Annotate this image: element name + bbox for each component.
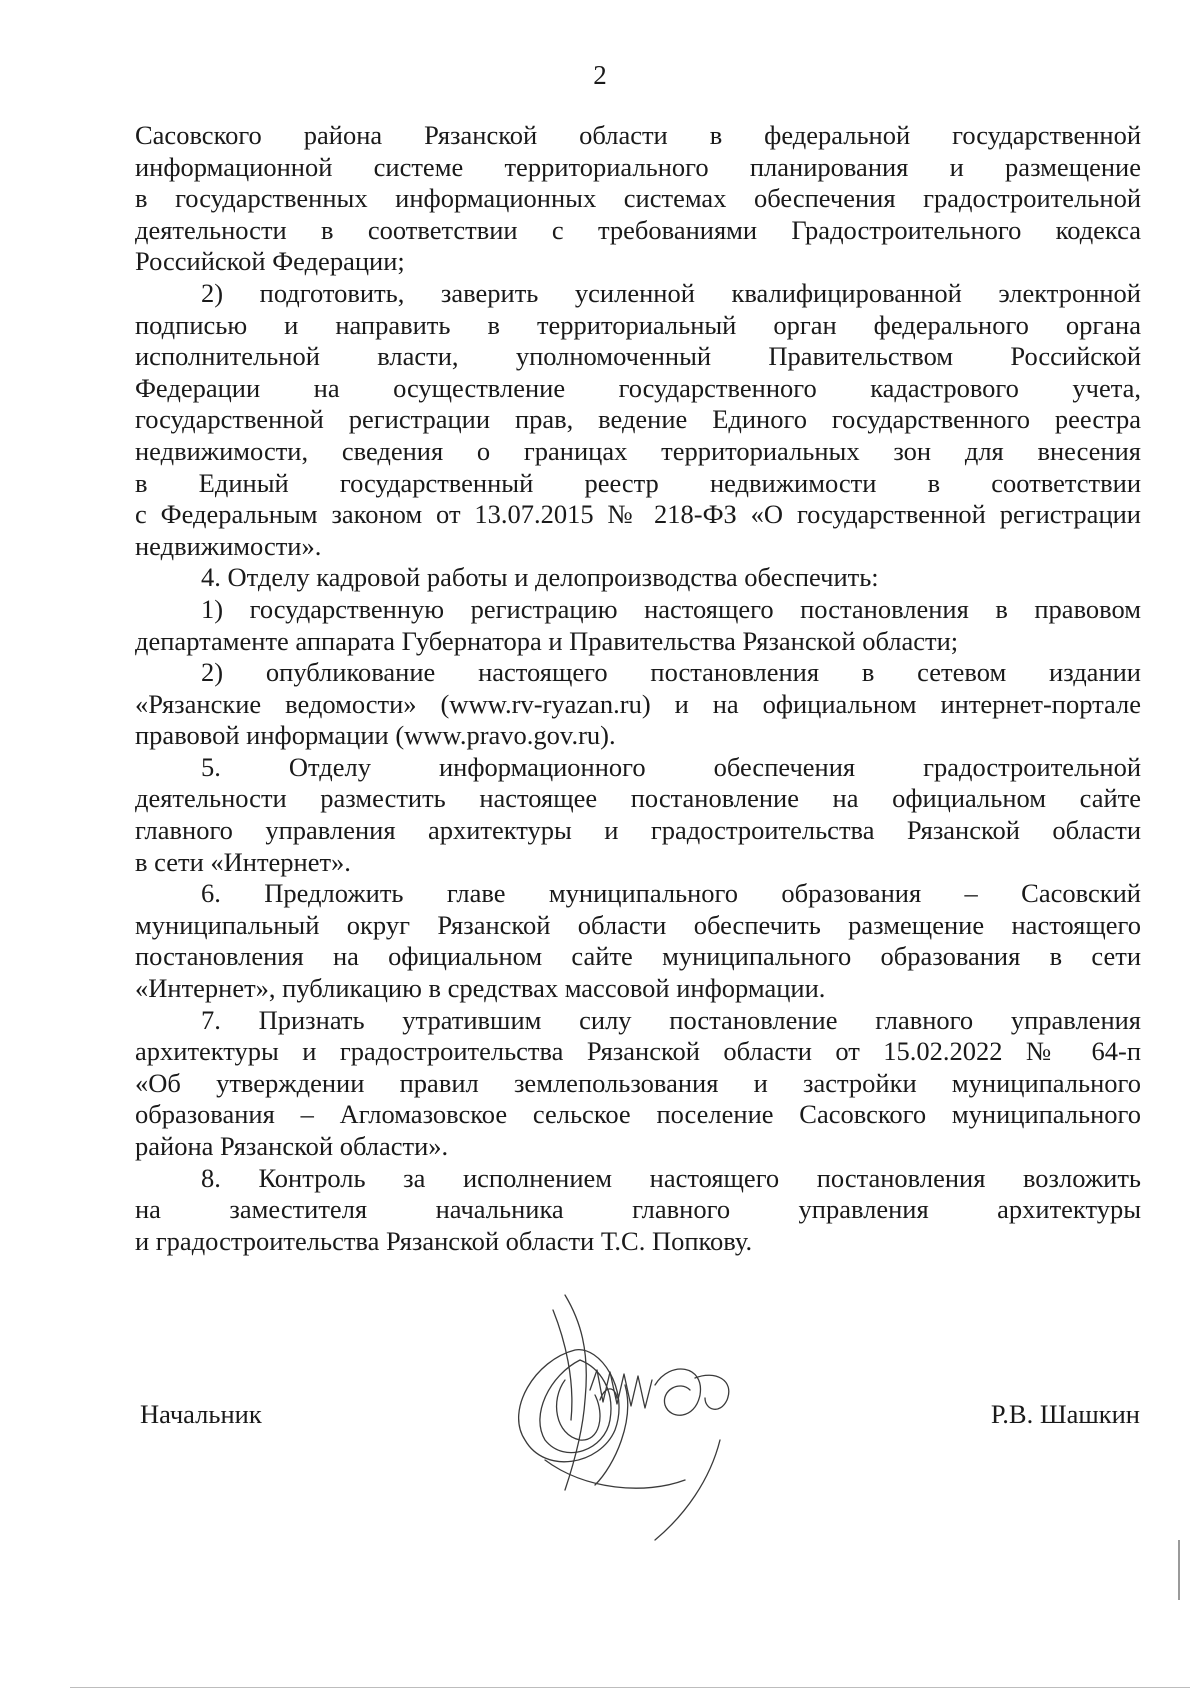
text-line: с Федеральным законом от 13.07.2015 № 218-ФЗ «О государственной регистрации (135, 499, 1141, 530)
paragraph-item-8 (135, 1163, 1141, 1258)
signatory-name: Р.В. Шашкин (990, 1399, 1140, 1429)
text-line: на заместителя начальника главного управления архитектуры (135, 1194, 1141, 1225)
paragraph-item-4-2 (135, 657, 1141, 752)
text-line: 7. Признать утратившим силу постановление главного управления (201, 1004, 1141, 1035)
text-line: недвижимости, сведения о границах территориальных зон для внесения (135, 435, 1141, 466)
text-line: исполнительной власти, уполномоченный Правительством Российской (135, 341, 1141, 372)
text-line: недвижимости». (135, 530, 322, 561)
text-line: 6. Предложить главе муниципального образования – Сасовский (201, 878, 1141, 909)
text-line: архитектуры и градостроительства Рязанской области от 15.02.2022 № 64-п (135, 1036, 1141, 1067)
text-line: и градостроительства Рязанской области Т.С. Попкову. (135, 1225, 753, 1256)
text-line: 4. Отделу кадровой работы и делопроизводства обеспечить: (201, 562, 879, 593)
text-line: района Рязанской области». (135, 1131, 449, 1161)
text-line: 2) подготовить, заверить усиленной квалифицированной электронной (201, 277, 1141, 308)
text-line: постановления на официальном сайте муниципального образования в сети (135, 941, 1141, 972)
text-line: «Интернет», публикацию в средствах массовой информации. (135, 973, 826, 1004)
text-line: Федерации на осуществление государственного кадастрового учета, (135, 372, 1141, 403)
text-line: 8. Контроль за исполнением настоящего постановления возложить (201, 1162, 1141, 1193)
text-line: в Единый государственный реестр недвижимости в соответствии (135, 467, 1141, 498)
text-line: департаменте аппарата Губернатора и Правительства Рязанской области; (135, 625, 959, 656)
document-body (135, 120, 1141, 1257)
text-line: деятельности разместить настоящее постановление на официальном сайте (135, 783, 1141, 814)
text-line: правовой информации (www.pravo.gov.ru). (135, 720, 616, 751)
signature-block (140, 1398, 1140, 1438)
paragraph-item-7 (135, 1005, 1141, 1163)
paragraph-item-6 (135, 878, 1141, 1004)
text-line: Сасовского района Рязанской области в федеральной государственной (135, 120, 1141, 150)
paragraph-item-4 (135, 562, 1141, 594)
text-line: Российской Федерации; (135, 246, 405, 277)
text-line: 2) опубликование настоящего постановления в сетевом издании (201, 657, 1141, 688)
text-line: информационной системе территориального планирования и размещение (135, 151, 1141, 182)
paragraph-item-5 (135, 752, 1141, 878)
paragraph-continuation (135, 120, 1141, 278)
text-line: 1) государственную регистрацию настоящего постановления в правовом (201, 593, 1141, 624)
text-line: главного управления архитектуры и градостроительства Рязанской области (135, 815, 1141, 846)
text-line: «Об утверждении правил землепользования и застройки муниципального (135, 1067, 1141, 1098)
text-line: в сети «Интернет». (135, 846, 351, 877)
text-line: в государственных информационных системах обеспечения градостроительной (135, 183, 1141, 214)
text-line: образования – Агломазовское сельское поселение Сасовского муниципального (135, 1099, 1141, 1130)
text-line: муниципальный округ Рязанской области обеспечить размещение настоящего (135, 909, 1141, 940)
text-line: государственной регистрации прав, ведение Единого государственного реестра (135, 404, 1141, 435)
paragraph-item-4-1 (135, 594, 1141, 657)
scan-edge-line (70, 1687, 1190, 1688)
paragraph-item-3-2 (135, 278, 1141, 562)
text-line: подписью и направить в территориальный орган федерального органа (135, 309, 1141, 340)
page-number: 2 (593, 60, 607, 90)
text-line: деятельности в соответствии с требованиями Градостроительного кодекса (135, 214, 1141, 245)
scan-edge-mark (1178, 1540, 1180, 1600)
text-line: «Рязанские ведомости» (www.rv-ryazan.ru) и на официальном интернет-портале (135, 688, 1141, 719)
signatory-title: Начальник (140, 1399, 262, 1429)
text-line: 5. Отделу информационного обеспечения градостроительной (201, 751, 1141, 782)
